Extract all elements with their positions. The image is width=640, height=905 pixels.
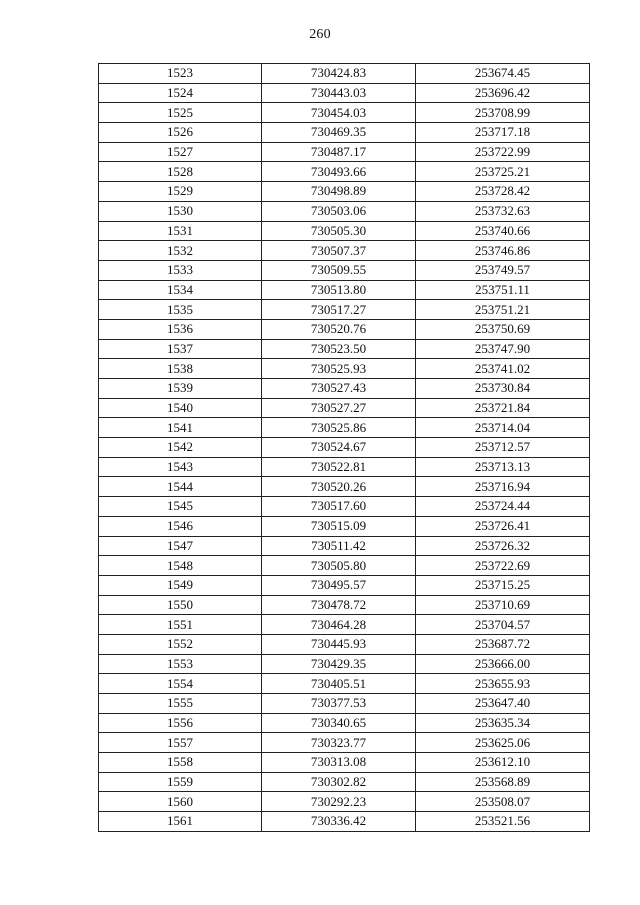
point-number-cell: 1523 xyxy=(99,64,262,84)
y-coordinate-cell: 253746.86 xyxy=(416,241,590,261)
point-number-cell: 1561 xyxy=(99,812,262,832)
x-coordinate-cell: 730503.06 xyxy=(262,201,416,221)
x-coordinate-cell: 730524.67 xyxy=(262,438,416,458)
y-coordinate-cell: 253674.45 xyxy=(416,64,590,84)
table-row xyxy=(99,438,590,458)
x-coordinate-cell: 730522.81 xyxy=(262,457,416,477)
table-row xyxy=(99,182,590,202)
table-row xyxy=(99,64,590,84)
y-coordinate-cell: 253635.34 xyxy=(416,713,590,733)
y-coordinate-cell: 253710.69 xyxy=(416,595,590,615)
x-coordinate-cell: 730505.30 xyxy=(262,221,416,241)
table-row xyxy=(99,713,590,733)
y-coordinate-cell: 253732.63 xyxy=(416,201,590,221)
x-coordinate-cell: 730509.55 xyxy=(262,260,416,280)
x-coordinate-cell: 730443.03 xyxy=(262,83,416,103)
point-number-cell: 1560 xyxy=(99,792,262,812)
y-coordinate-cell: 253722.69 xyxy=(416,556,590,576)
table-row xyxy=(99,753,590,773)
point-number-cell: 1543 xyxy=(99,457,262,477)
y-coordinate-cell: 253751.21 xyxy=(416,300,590,320)
table-row xyxy=(99,280,590,300)
y-coordinate-cell: 253725.21 xyxy=(416,162,590,182)
point-number-cell: 1539 xyxy=(99,379,262,399)
table-row xyxy=(99,319,590,339)
y-coordinate-cell: 253740.66 xyxy=(416,221,590,241)
table-row xyxy=(99,457,590,477)
point-number-cell: 1544 xyxy=(99,477,262,497)
point-number-cell: 1558 xyxy=(99,753,262,773)
point-number-cell: 1527 xyxy=(99,142,262,162)
x-coordinate-cell: 730517.27 xyxy=(262,300,416,320)
y-coordinate-cell: 253708.99 xyxy=(416,103,590,123)
table-row xyxy=(99,595,590,615)
x-coordinate-cell: 730487.17 xyxy=(262,142,416,162)
y-coordinate-cell: 253568.89 xyxy=(416,772,590,792)
point-number-cell: 1526 xyxy=(99,123,262,143)
point-number-cell: 1529 xyxy=(99,182,262,202)
x-coordinate-cell: 730507.37 xyxy=(262,241,416,261)
table-row xyxy=(99,733,590,753)
table-row xyxy=(99,575,590,595)
point-number-cell: 1551 xyxy=(99,615,262,635)
point-number-cell: 1530 xyxy=(99,201,262,221)
x-coordinate-cell: 730469.35 xyxy=(262,123,416,143)
point-number-cell: 1531 xyxy=(99,221,262,241)
y-coordinate-cell: 253704.57 xyxy=(416,615,590,635)
x-coordinate-cell: 730495.57 xyxy=(262,575,416,595)
point-number-cell: 1538 xyxy=(99,359,262,379)
y-coordinate-cell: 253722.99 xyxy=(416,142,590,162)
y-coordinate-cell: 253714.04 xyxy=(416,418,590,438)
y-coordinate-cell: 253508.07 xyxy=(416,792,590,812)
x-coordinate-cell: 730445.93 xyxy=(262,634,416,654)
table-row xyxy=(99,379,590,399)
x-coordinate-cell: 730454.03 xyxy=(262,103,416,123)
x-coordinate-cell: 730498.89 xyxy=(262,182,416,202)
y-coordinate-cell: 253696.42 xyxy=(416,83,590,103)
point-number-cell: 1555 xyxy=(99,694,262,714)
y-coordinate-cell: 253625.06 xyxy=(416,733,590,753)
point-number-cell: 1554 xyxy=(99,674,262,694)
y-coordinate-cell: 253728.42 xyxy=(416,182,590,202)
point-number-cell: 1532 xyxy=(99,241,262,261)
table-row xyxy=(99,300,590,320)
table-row xyxy=(99,418,590,438)
point-number-cell: 1541 xyxy=(99,418,262,438)
y-coordinate-cell: 253713.13 xyxy=(416,457,590,477)
x-coordinate-cell: 730405.51 xyxy=(262,674,416,694)
y-coordinate-cell: 253750.69 xyxy=(416,319,590,339)
table-row xyxy=(99,398,590,418)
x-coordinate-cell: 730424.83 xyxy=(262,64,416,84)
table-row xyxy=(99,674,590,694)
point-number-cell: 1556 xyxy=(99,713,262,733)
coordinates-table xyxy=(98,63,590,832)
table-row xyxy=(99,477,590,497)
y-coordinate-cell: 253521.56 xyxy=(416,812,590,832)
point-number-cell: 1553 xyxy=(99,654,262,674)
point-number-cell: 1548 xyxy=(99,556,262,576)
x-coordinate-cell: 730377.53 xyxy=(262,694,416,714)
x-coordinate-cell: 730464.28 xyxy=(262,615,416,635)
x-coordinate-cell: 730493.66 xyxy=(262,162,416,182)
coordinates-table-body xyxy=(99,64,590,832)
table-row xyxy=(99,556,590,576)
y-coordinate-cell: 253655.93 xyxy=(416,674,590,694)
table-row xyxy=(99,241,590,261)
y-coordinate-cell: 253721.84 xyxy=(416,398,590,418)
x-coordinate-cell: 730511.42 xyxy=(262,536,416,556)
table-row xyxy=(99,339,590,359)
x-coordinate-cell: 730292.23 xyxy=(262,792,416,812)
table-row xyxy=(99,516,590,536)
y-coordinate-cell: 253726.32 xyxy=(416,536,590,556)
table-row xyxy=(99,123,590,143)
y-coordinate-cell: 253717.18 xyxy=(416,123,590,143)
x-coordinate-cell: 730520.26 xyxy=(262,477,416,497)
x-coordinate-cell: 730517.60 xyxy=(262,497,416,517)
y-coordinate-cell: 253730.84 xyxy=(416,379,590,399)
y-coordinate-cell: 253751.11 xyxy=(416,280,590,300)
point-number-cell: 1536 xyxy=(99,319,262,339)
table-row xyxy=(99,615,590,635)
y-coordinate-cell: 253741.02 xyxy=(416,359,590,379)
y-coordinate-cell: 253749.57 xyxy=(416,260,590,280)
x-coordinate-cell: 730478.72 xyxy=(262,595,416,615)
table-row xyxy=(99,772,590,792)
y-coordinate-cell: 253647.40 xyxy=(416,694,590,714)
x-coordinate-cell: 730515.09 xyxy=(262,516,416,536)
point-number-cell: 1546 xyxy=(99,516,262,536)
table-row xyxy=(99,260,590,280)
x-coordinate-cell: 730525.93 xyxy=(262,359,416,379)
point-number-cell: 1525 xyxy=(99,103,262,123)
y-coordinate-cell: 253726.41 xyxy=(416,516,590,536)
x-coordinate-cell: 730527.27 xyxy=(262,398,416,418)
point-number-cell: 1547 xyxy=(99,536,262,556)
x-coordinate-cell: 730520.76 xyxy=(262,319,416,339)
x-coordinate-cell: 730313.08 xyxy=(262,753,416,773)
x-coordinate-cell: 730527.43 xyxy=(262,379,416,399)
table-row xyxy=(99,694,590,714)
point-number-cell: 1540 xyxy=(99,398,262,418)
point-number-cell: 1552 xyxy=(99,634,262,654)
x-coordinate-cell: 730302.82 xyxy=(262,772,416,792)
table-row xyxy=(99,83,590,103)
table-row xyxy=(99,497,590,517)
x-coordinate-cell: 730523.50 xyxy=(262,339,416,359)
x-coordinate-cell: 730513.80 xyxy=(262,280,416,300)
x-coordinate-cell: 730323.77 xyxy=(262,733,416,753)
y-coordinate-cell: 253612.10 xyxy=(416,753,590,773)
x-coordinate-cell: 730525.86 xyxy=(262,418,416,438)
point-number-cell: 1542 xyxy=(99,438,262,458)
point-number-cell: 1545 xyxy=(99,497,262,517)
table-row xyxy=(99,812,590,832)
table-row xyxy=(99,162,590,182)
y-coordinate-cell: 253666.00 xyxy=(416,654,590,674)
table-row xyxy=(99,142,590,162)
table-row xyxy=(99,634,590,654)
point-number-cell: 1550 xyxy=(99,595,262,615)
y-coordinate-cell: 253687.72 xyxy=(416,634,590,654)
table-row xyxy=(99,536,590,556)
table-row xyxy=(99,221,590,241)
point-number-cell: 1537 xyxy=(99,339,262,359)
x-coordinate-cell: 730429.35 xyxy=(262,654,416,674)
table-row xyxy=(99,103,590,123)
point-number-cell: 1524 xyxy=(99,83,262,103)
x-coordinate-cell: 730336.42 xyxy=(262,812,416,832)
table-row xyxy=(99,201,590,221)
point-number-cell: 1549 xyxy=(99,575,262,595)
point-number-cell: 1557 xyxy=(99,733,262,753)
y-coordinate-cell: 253712.57 xyxy=(416,438,590,458)
table-row xyxy=(99,359,590,379)
point-number-cell: 1559 xyxy=(99,772,262,792)
y-coordinate-cell: 253724.44 xyxy=(416,497,590,517)
point-number-cell: 1533 xyxy=(99,260,262,280)
table-row xyxy=(99,792,590,812)
y-coordinate-cell: 253715.25 xyxy=(416,575,590,595)
page-number: 260 xyxy=(309,27,331,42)
point-number-cell: 1528 xyxy=(99,162,262,182)
y-coordinate-cell: 253747.90 xyxy=(416,339,590,359)
point-number-cell: 1535 xyxy=(99,300,262,320)
x-coordinate-cell: 730505.80 xyxy=(262,556,416,576)
table-row xyxy=(99,654,590,674)
x-coordinate-cell: 730340.65 xyxy=(262,713,416,733)
y-coordinate-cell: 253716.94 xyxy=(416,477,590,497)
point-number-cell: 1534 xyxy=(99,280,262,300)
